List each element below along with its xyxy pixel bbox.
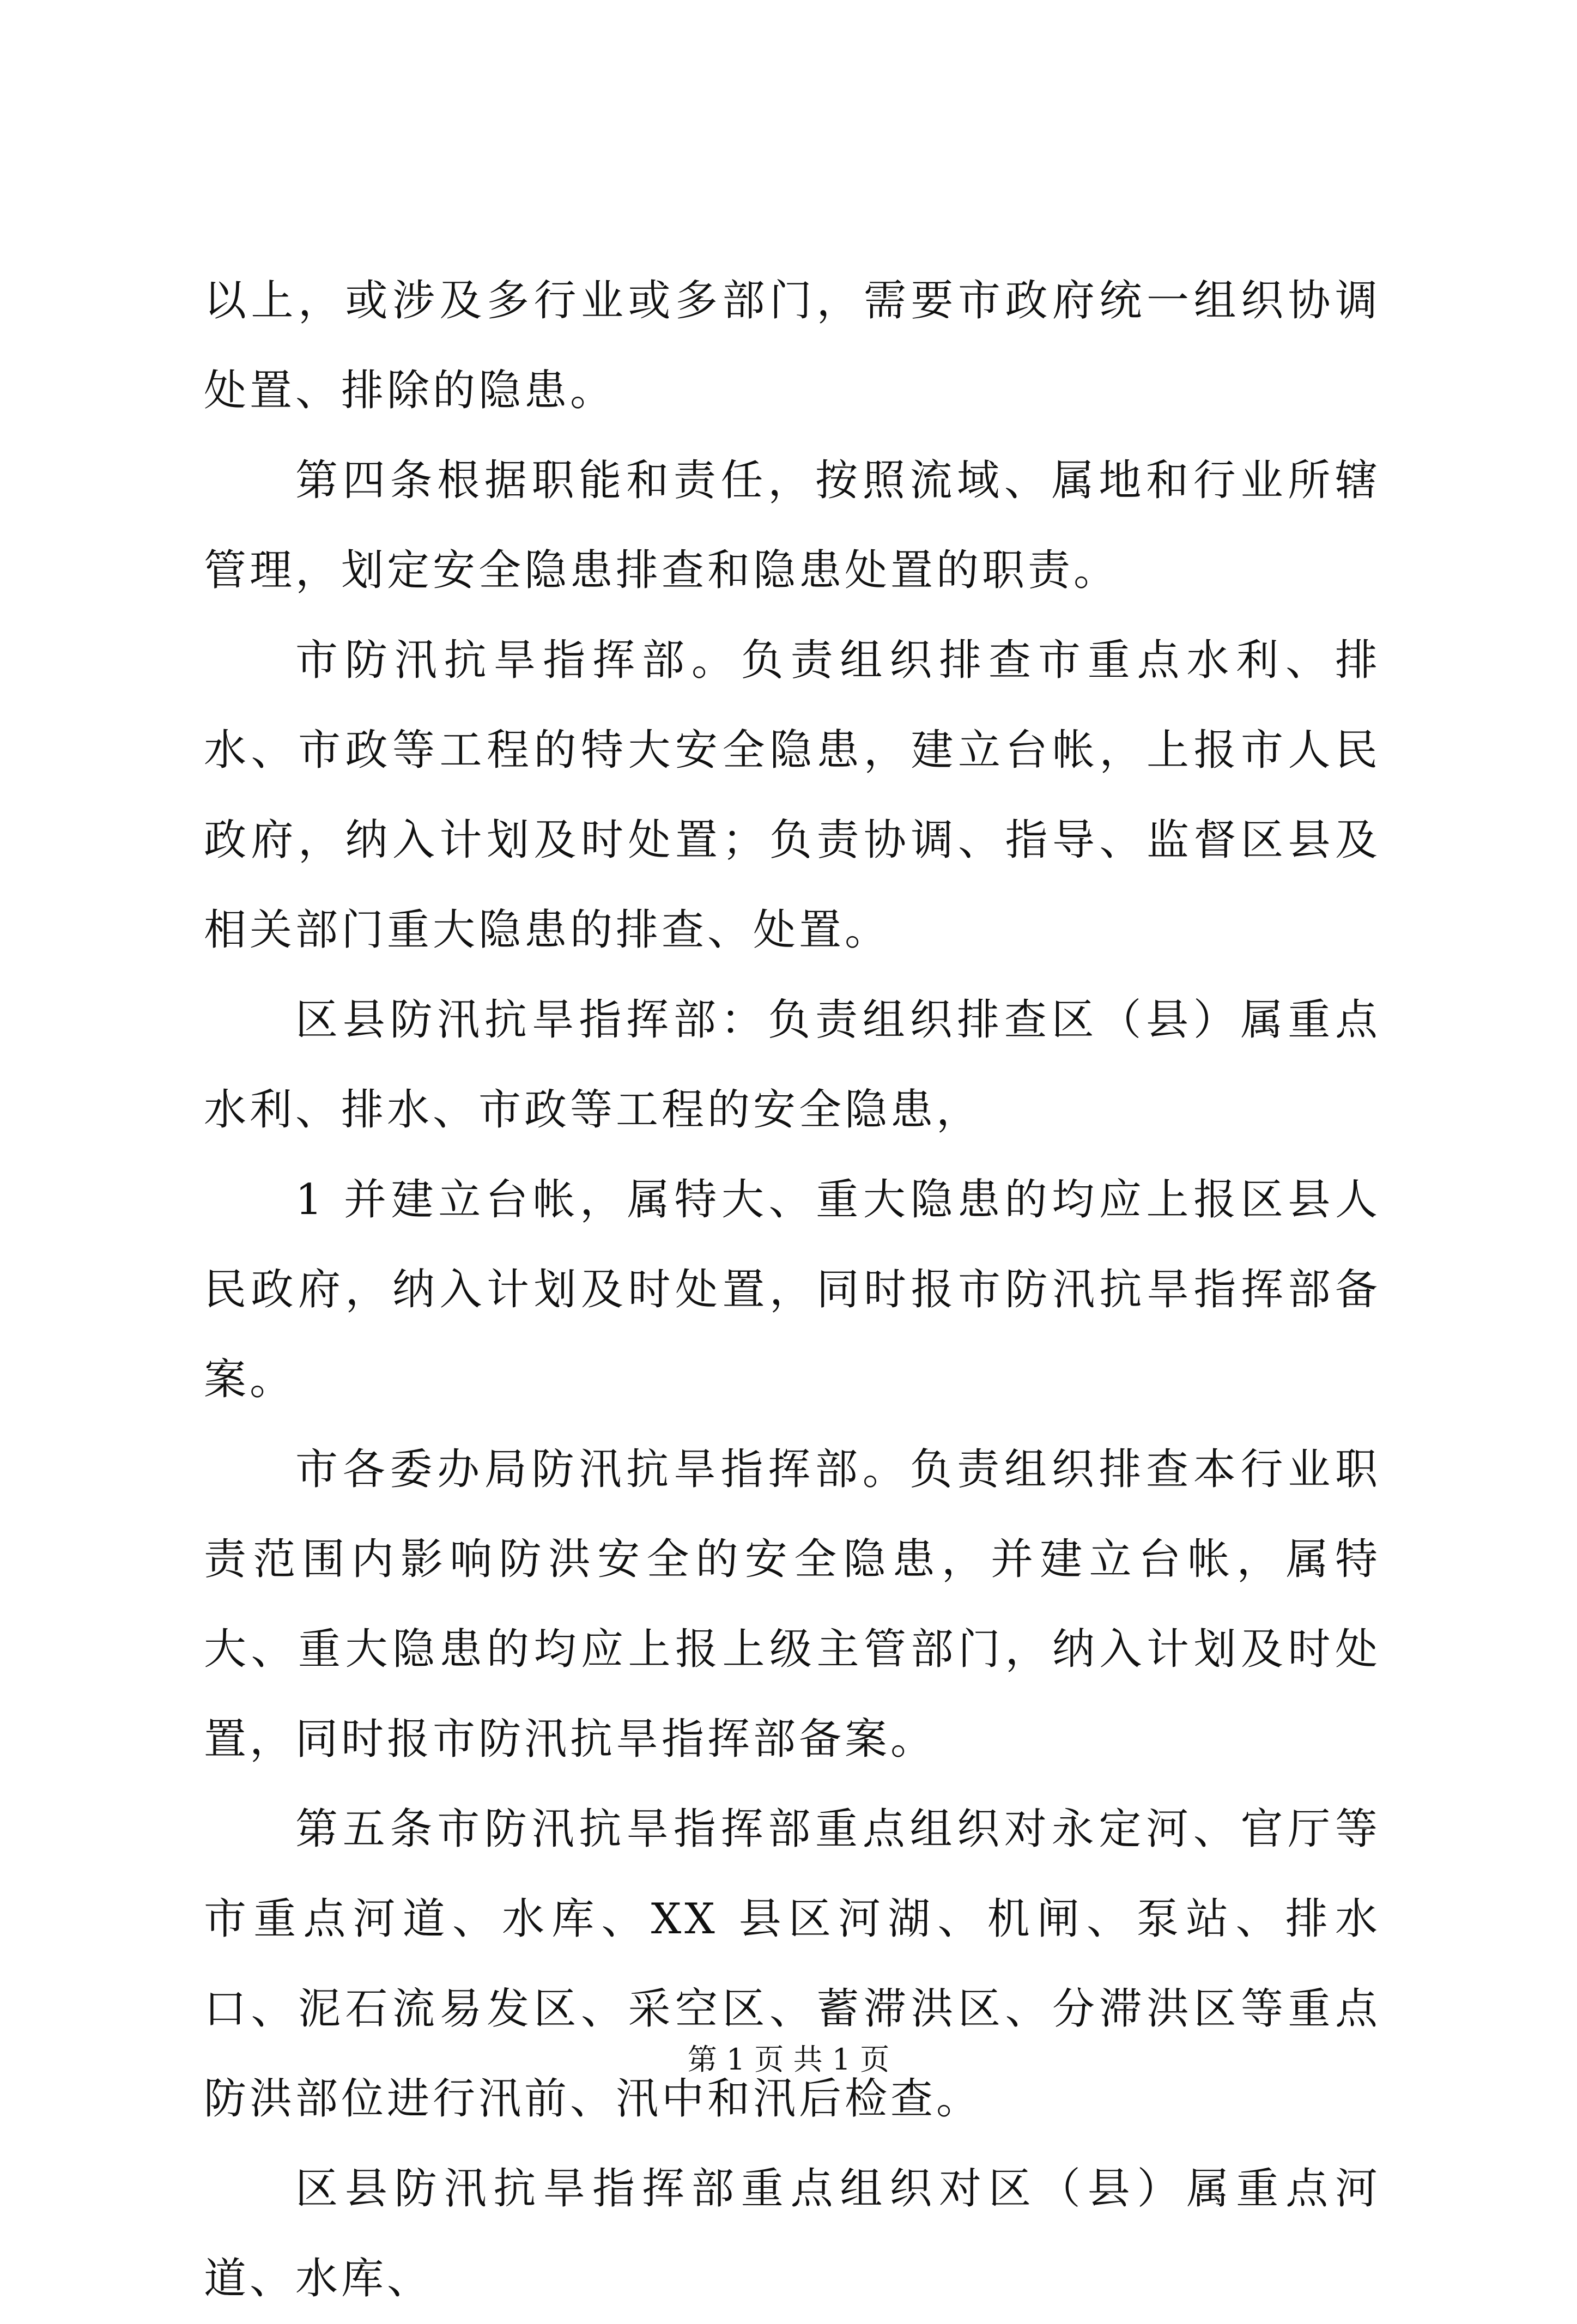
paragraph-city-bureaus: 市各委办局防汛抗旱指挥部。负责组织排查本行业职责范围内影响防洪安全的安全隐患，并建立台帐，属特大、重大隐患的均应上报上级主管部门，纳入计划及时处置，同时报市防汛抗旱指挥部备案。 bbox=[204, 1445, 1381, 1764]
paragraph-continuation: 以上，或涉及多行业或多部门，需要市政府统一组织协调处置、排除的隐患。 bbox=[204, 276, 1381, 415]
paragraph-article-5: 第五条市防汛抗旱指挥部重点组织对永定河、官厅等市重点河道、水库、XX 县区河湖、机闸、泵站、排水口、泥石流易发区、采空区、蓄滞洪区、分滞洪区等重点防洪部位进行汛前、汛中和汛后检查。 bbox=[204, 1805, 1381, 2123]
paragraph-district-inspection: 区县防汛抗旱指挥部重点组织对区（县）属重点河道、水库、 bbox=[204, 2164, 1381, 2303]
page-footer: 第 1 页 共 1 页 bbox=[687, 2042, 890, 2077]
paragraph-city-command: 市防汛抗旱指挥部。负责组织排查市重点水利、排水、市政等工程的特大安全隐患，建立台帐，上报市人民政府，纳入计划及时处置；负责协调、指导、监督区县及相关部门重大隐患的排查、处置。 bbox=[204, 636, 1381, 955]
paragraph-ledger: 1 并建立台帐，属特大、重大隐患的均应上报区县人民政府，纳入计划及时处置，同时报市防汛抗旱指挥部备案。 bbox=[204, 1175, 1381, 1404]
paragraph-district-command: 区县防汛抗旱指挥部：负责组织排查区（县）属重点水利、排水、市政等工程的安全隐患， bbox=[204, 996, 1381, 1134]
paragraph-article-4: 第四条根据职能和责任，按照流域、属地和行业所辖管理，划定安全隐患排查和隐患处置的职责。 bbox=[204, 456, 1381, 595]
document-body bbox=[204, 256, 1381, 2324]
